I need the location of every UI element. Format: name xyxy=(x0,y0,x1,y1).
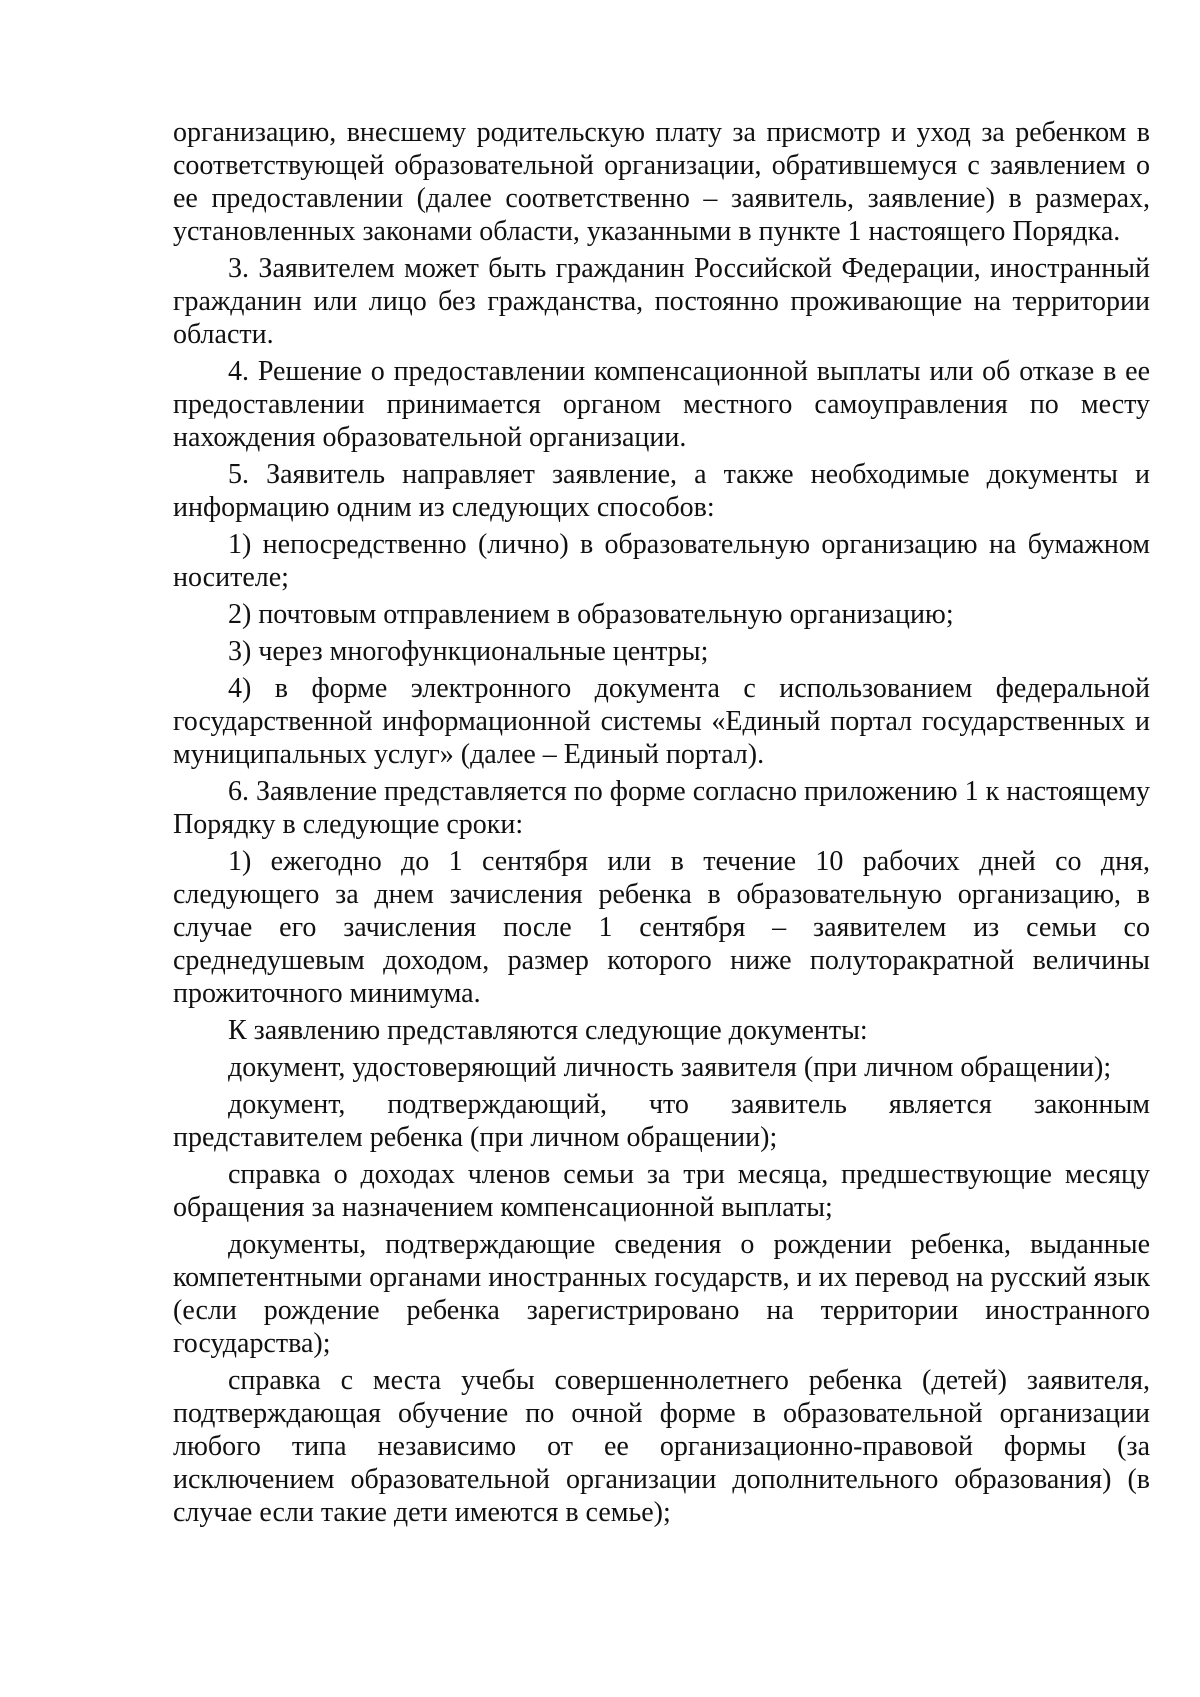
paragraph-document-study: справка с места учебы совершеннолетнего ребенка (детей) заявителя, подтверждающая обучение по очной форме в образовательной организации любого типа независимо от ее организационно-правовой формы (за исключением образовательной организации дополнительного образования) (в случае если такие дети имеются в семье); xyxy=(173,1365,1150,1528)
paragraph-item-5: 5. Заявитель направляет заявление, а также необходимые документы и информацию одним из следующих способов: xyxy=(173,459,1150,523)
paragraph-item-4: 4. Решение о предоставлении компенсационной выплаты или об отказе в ее предоставлении принимается органом местного самоуправления по месту нахождения образовательной организации. xyxy=(173,356,1150,453)
paragraph-item-6: 6. Заявление представляется по форме согласно приложению 1 к настоящему Порядку в следующие сроки: xyxy=(173,776,1150,840)
paragraph-continuation: организацию, внесшему родительскую плату за присмотр и уход за ребенком в соответствующей образовательной организации, обратившемуся с заявлением о ее предоставлении (далее соответственно – заявитель, заявление) в размерах, установленных законами области, указанными в пункте 1 настоящего Порядка. xyxy=(173,117,1150,247)
document-body xyxy=(173,116,1150,1533)
paragraph-subitem-5-2: 2) почтовым отправлением в образовательную организацию; xyxy=(228,599,954,630)
paragraph-document-income: справка о доходах членов семьи за три месяца, предшествующие месяцу обращения за назначением компенсационной выплаты; xyxy=(173,1159,1150,1223)
paragraph-document-representative: документ, подтверждающий, что заявитель является законным представителем ребенка (при личном обращении); xyxy=(173,1089,1150,1153)
paragraph-subitem-5-1: 1) непосредственно (лично) в образовательную организацию на бумажном носителе; xyxy=(173,529,1150,593)
paragraph-subitem-5-3: 3) через многофункциональные центры; xyxy=(228,636,709,667)
paragraph-subitem-5-4: 4) в форме электронного документа с использованием федеральной государственной информационной системы «Единый портал государственных и муниципальных услуг» (далее – Единый портал). xyxy=(173,673,1150,770)
paragraph-document-identity: документ, удостоверяющий личность заявителя (при личном обращении); xyxy=(228,1052,1112,1083)
paragraph-documents-intro: К заявлению представляются следующие документы: xyxy=(228,1015,868,1046)
paragraph-item-3: 3. Заявителем может быть гражданин Российской Федерации, иностранный гражданин или лицо без гражданства, постоянно проживающие на территории области. xyxy=(173,253,1150,350)
paragraph-subitem-6-1: 1) ежегодно до 1 сентября или в течение 10 рабочих дней со дня, следующего за днем зачисления ребенка в образовательную организацию, в случае его зачисления после 1 сентября – заявителем из семьи со среднедушевым доходом, размер которого ниже полуторакратной величины прожиточного минимума. xyxy=(173,846,1150,1009)
paragraph-document-birth: документы, подтверждающие сведения о рождении ребенка, выданные компетентными органами иностранных государств, и их перевод на русский язык (если рождение ребенка зарегистрировано на территории иностранного государства); xyxy=(173,1229,1150,1359)
